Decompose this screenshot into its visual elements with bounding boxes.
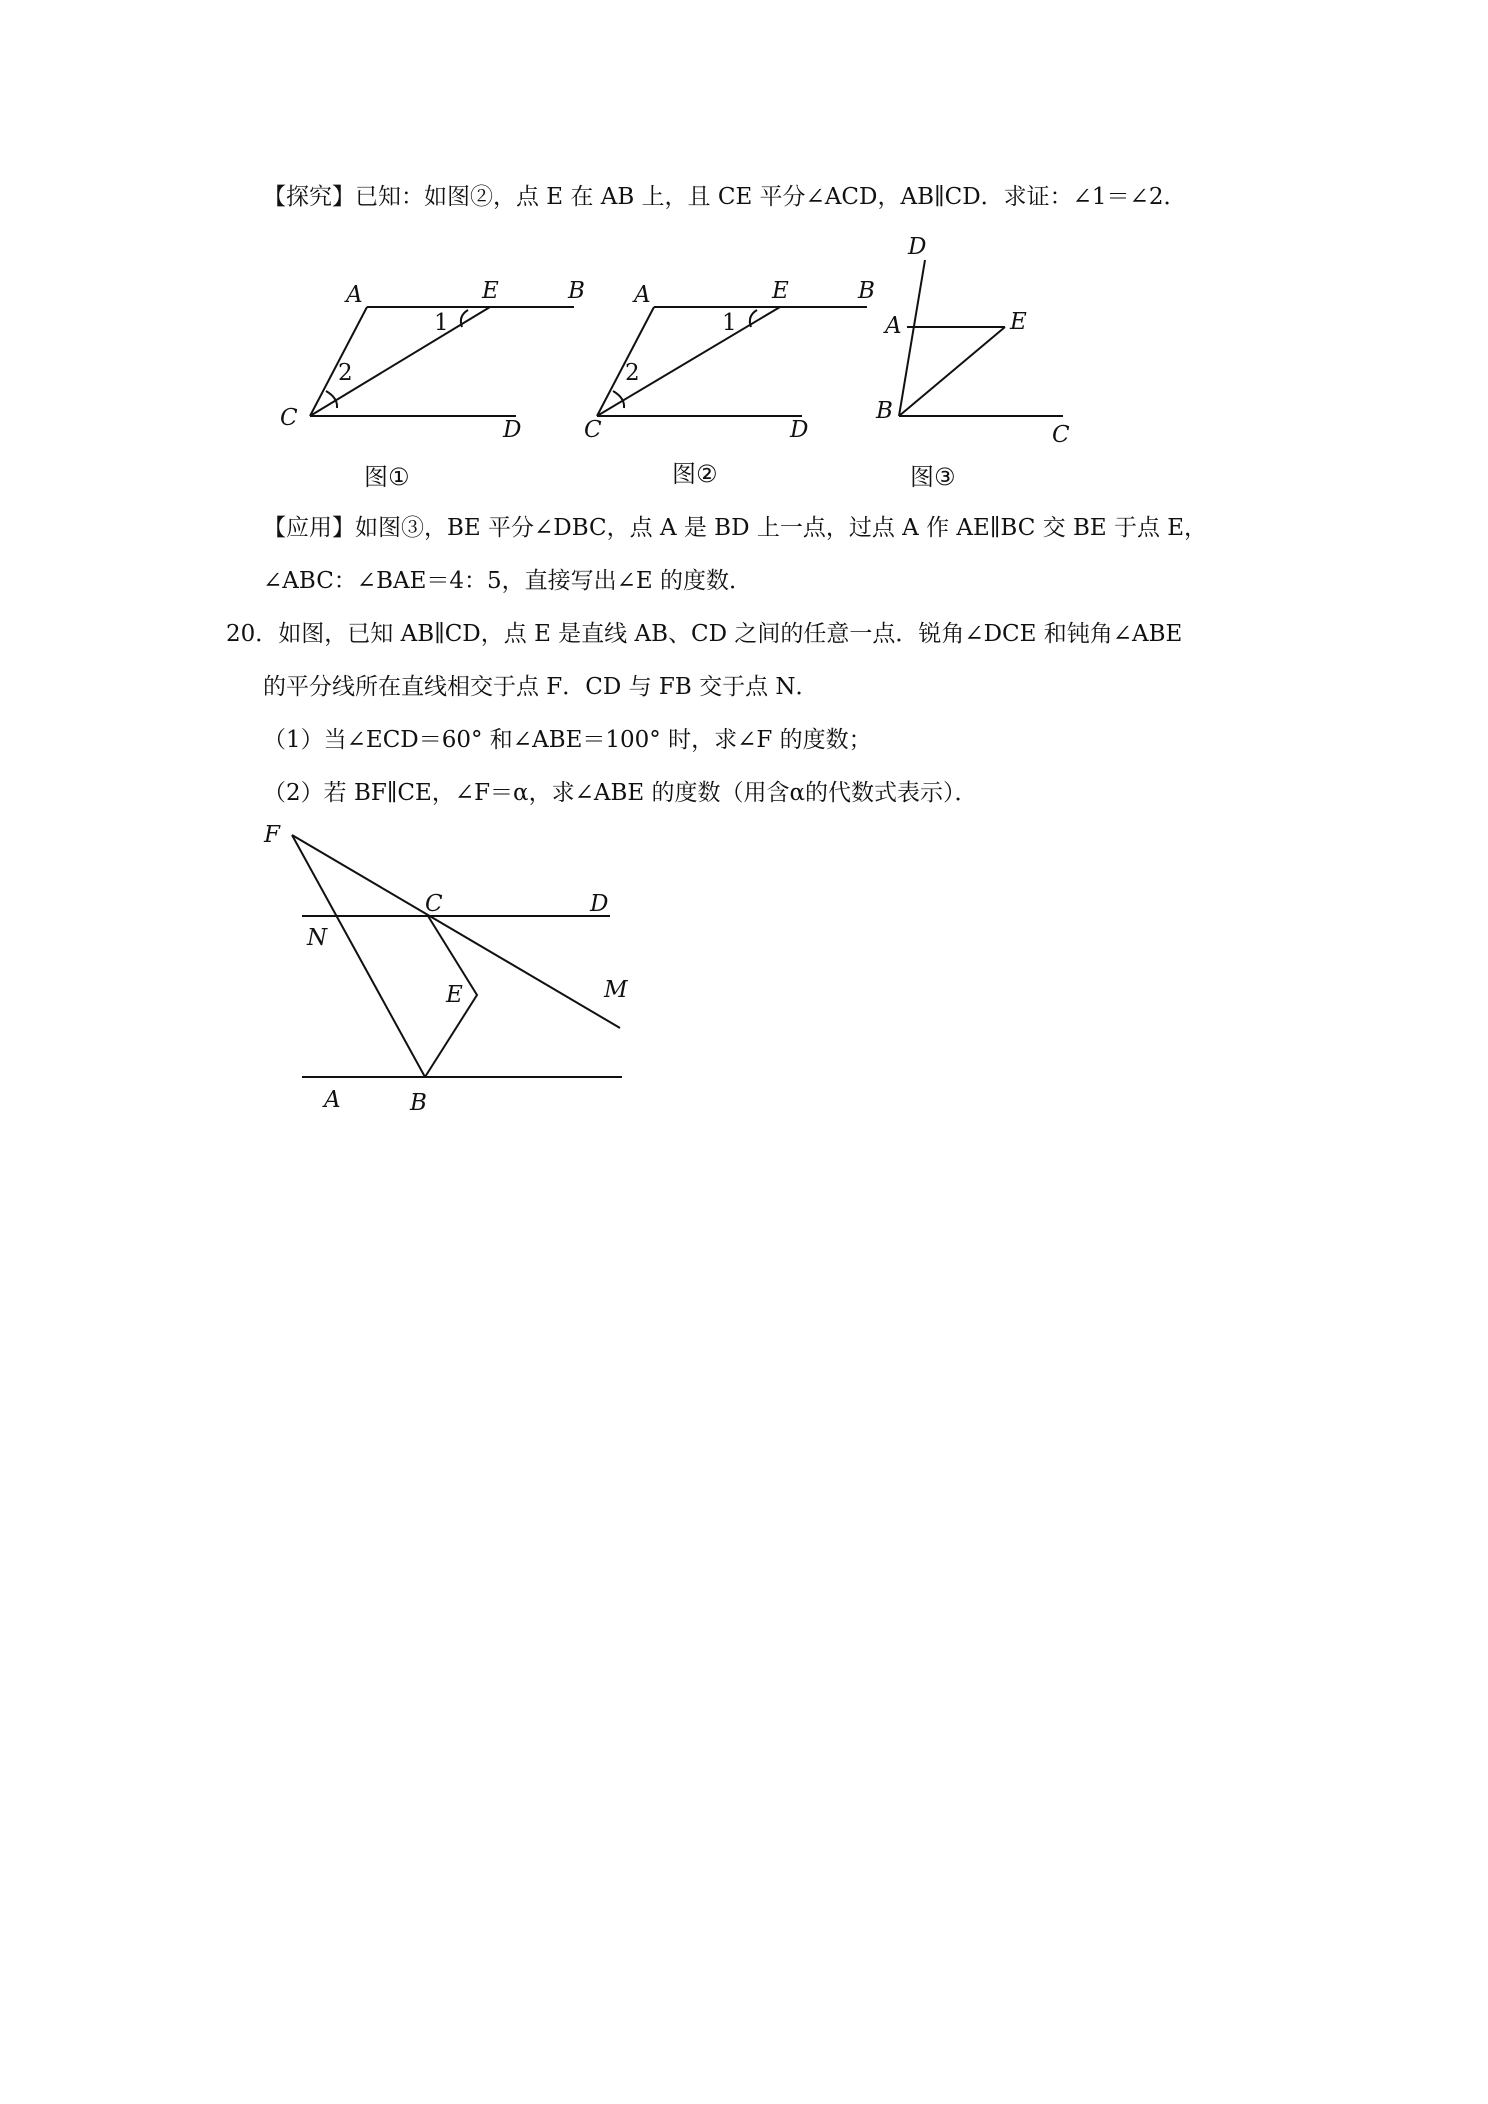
fig2-label-B: B (858, 278, 875, 304)
figure-2 (584, 278, 875, 488)
fig20-label-C: C (425, 891, 443, 917)
figure-1 (280, 278, 585, 491)
figures-1-3 (0, 230, 1488, 530)
figure-3 (875, 234, 1070, 491)
fig1-label-B: B (568, 278, 585, 304)
fig3-label-D: D (908, 234, 927, 260)
fig3-label-B: B (876, 398, 893, 424)
fig1-caption: 图① (364, 463, 410, 491)
fig2-angle-2: 2 (625, 360, 640, 386)
apply-text-line-1: 【应用】如图③，BE 平分∠DBC，点 A 是 BD 上一点，过点 A 作 AE∥BC 交 BE 于点 E， (263, 515, 1208, 541)
question-20-part-2: （2）若 BF∥CE，∠F＝α，求∠ABE 的度数（用含α的代数式表示）． (263, 780, 978, 806)
fig2-label-D: D (790, 417, 809, 443)
fig3-label-A: A (885, 313, 902, 339)
figure-20 (0, 810, 628, 1116)
fig20-label-A: A (324, 1087, 341, 1113)
fig2-label-A: A (634, 282, 651, 308)
explore-text: 【探究】已知：如图②，点 E 在 AB 上，且 CE 平分∠ACD，AB∥CD．求证：∠1＝∠2． (263, 184, 1187, 210)
fig2-label-C: C (584, 417, 602, 443)
fig20-label-M: M (604, 977, 628, 1003)
question-20-line-1: 20．如图，已知 AB∥CD，点 E 是直线 AB、CD 之间的任意一点．锐角∠DCE 和钝角∠ABE (226, 621, 1183, 647)
fig1-label-E: E (482, 278, 499, 304)
question-20-line-2: 的平分线所在直线相交于点 F．CD 与 FB 交于点 N． (263, 674, 819, 700)
question-20-part-1: （1）当∠ECD＝60° 和∠ABE＝100° 时，求∠F 的度数； (263, 727, 872, 753)
fig1-label-C: C (280, 405, 298, 431)
apply-text-line-2: ∠ABC：∠BAE＝4：5，直接写出∠E 的度数． (263, 568, 753, 594)
fig1-angle-1: 1 (434, 310, 449, 336)
fig20-label-F: F (264, 822, 280, 848)
fig20-label-D: D (590, 891, 609, 917)
fig2-angle-1: 1 (722, 310, 737, 336)
fig3-caption: 图③ (910, 463, 956, 491)
fig1-label-A: A (346, 282, 363, 308)
fig3-label-E: E (1010, 309, 1027, 335)
fig20-label-B: B (410, 1090, 427, 1116)
fig2-label-E: E (772, 278, 789, 304)
fig20-label-N: N (307, 925, 328, 951)
fig1-angle-2: 2 (338, 360, 353, 386)
fig2-caption: 图② (672, 460, 718, 488)
fig1-label-D: D (503, 417, 522, 443)
fig3-label-C: C (1052, 422, 1070, 448)
fig20-label-E: E (446, 982, 463, 1008)
